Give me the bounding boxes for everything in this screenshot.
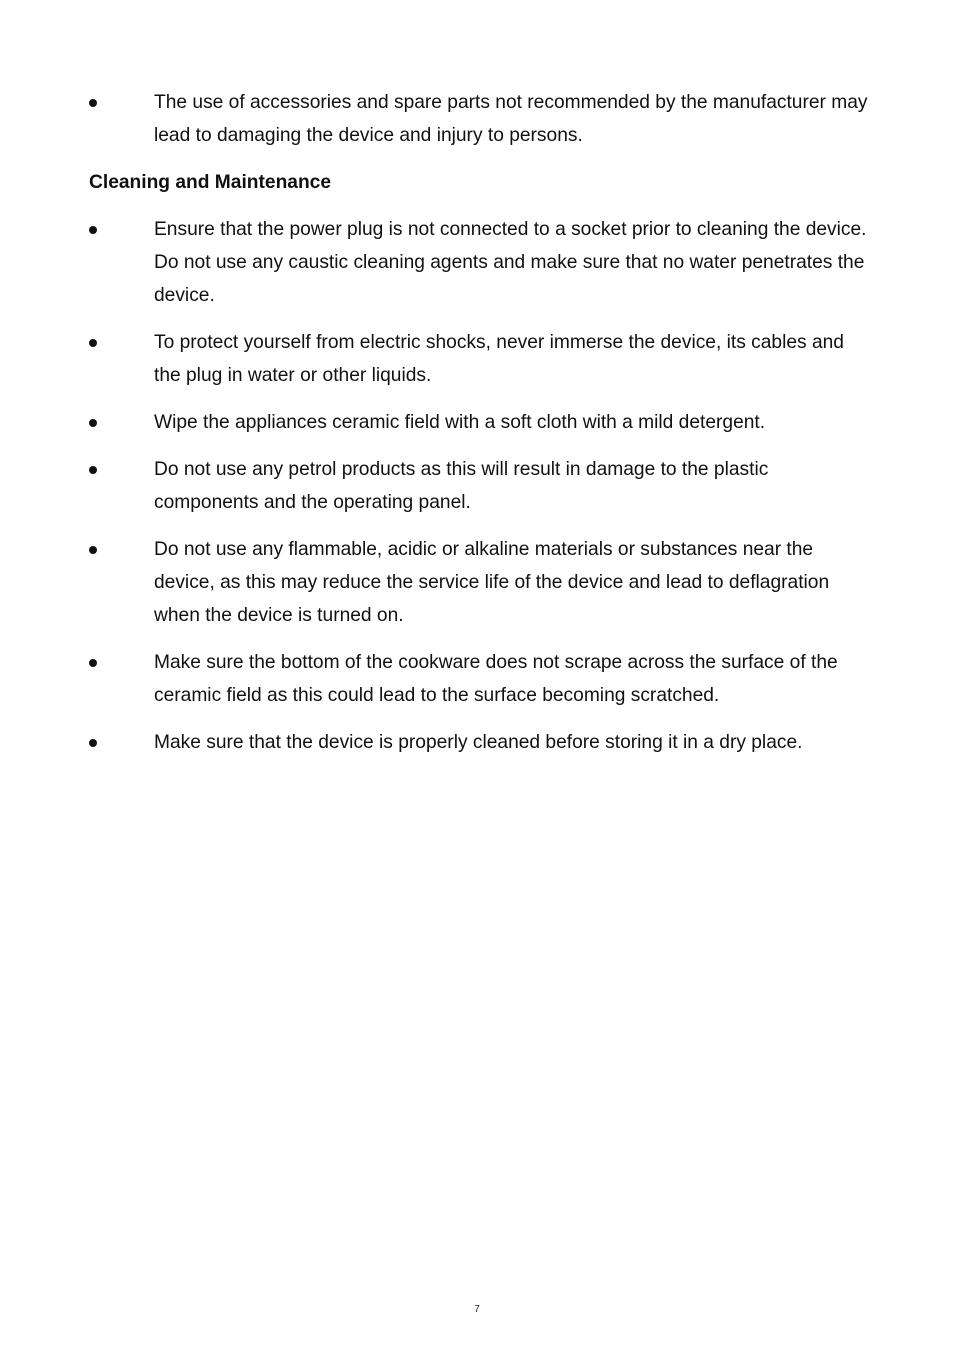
bullet-icon <box>89 466 97 474</box>
section-heading: Cleaning and Maintenance <box>89 172 332 193</box>
bullet-icon <box>89 226 97 234</box>
bullet-icon <box>89 99 97 107</box>
bullet-icon <box>89 339 97 347</box>
cleaning-bullet-list <box>89 213 874 759</box>
list-item <box>89 406 874 439</box>
list-item-text: Make sure that the device is properly cleaned before storing it in a dry place. <box>154 732 803 753</box>
bullet-icon <box>89 659 97 667</box>
list-item-text: Make sure the bottom of the cookware does not scrape across the surface of the ceramic field as this could lead to the surface becoming scratched. <box>154 652 838 706</box>
intro-bullet-list <box>89 86 874 152</box>
list-item-text: Do not use any petrol products as this will result in damage to the plastic components and the operating panel. <box>154 459 769 513</box>
list-item <box>89 213 874 312</box>
list-item-text: The use of accessories and spare parts not recommended by the manufacturer may lead to damaging the device and injury to persons. <box>154 92 868 146</box>
list-item <box>89 646 874 712</box>
list-item <box>89 86 874 152</box>
list-item <box>89 726 874 759</box>
page-content <box>89 86 874 773</box>
list-item <box>89 533 874 632</box>
bullet-icon <box>89 739 97 747</box>
list-item-text: Ensure that the power plug is not connected to a socket prior to cleaning the device. Do not use any caustic cleaning agents and make sure that no water penetrates the device. <box>154 219 867 306</box>
list-item-text: Do not use any flammable, acidic or alkaline materials or substances near the device, as this may reduce the service life of the device and lead to deflagration when the device is turned on. <box>154 539 830 626</box>
page-number: 7 <box>474 1304 480 1315</box>
list-item-text: Wipe the appliances ceramic field with a soft cloth with a mild detergent. <box>154 412 766 433</box>
list-item-text: To protect yourself from electric shocks, never immerse the device, its cables and the plug in water or other liquids. <box>154 332 844 386</box>
bullet-icon <box>89 419 97 427</box>
bullet-icon <box>89 546 97 554</box>
list-item <box>89 326 874 392</box>
list-item <box>89 453 874 519</box>
